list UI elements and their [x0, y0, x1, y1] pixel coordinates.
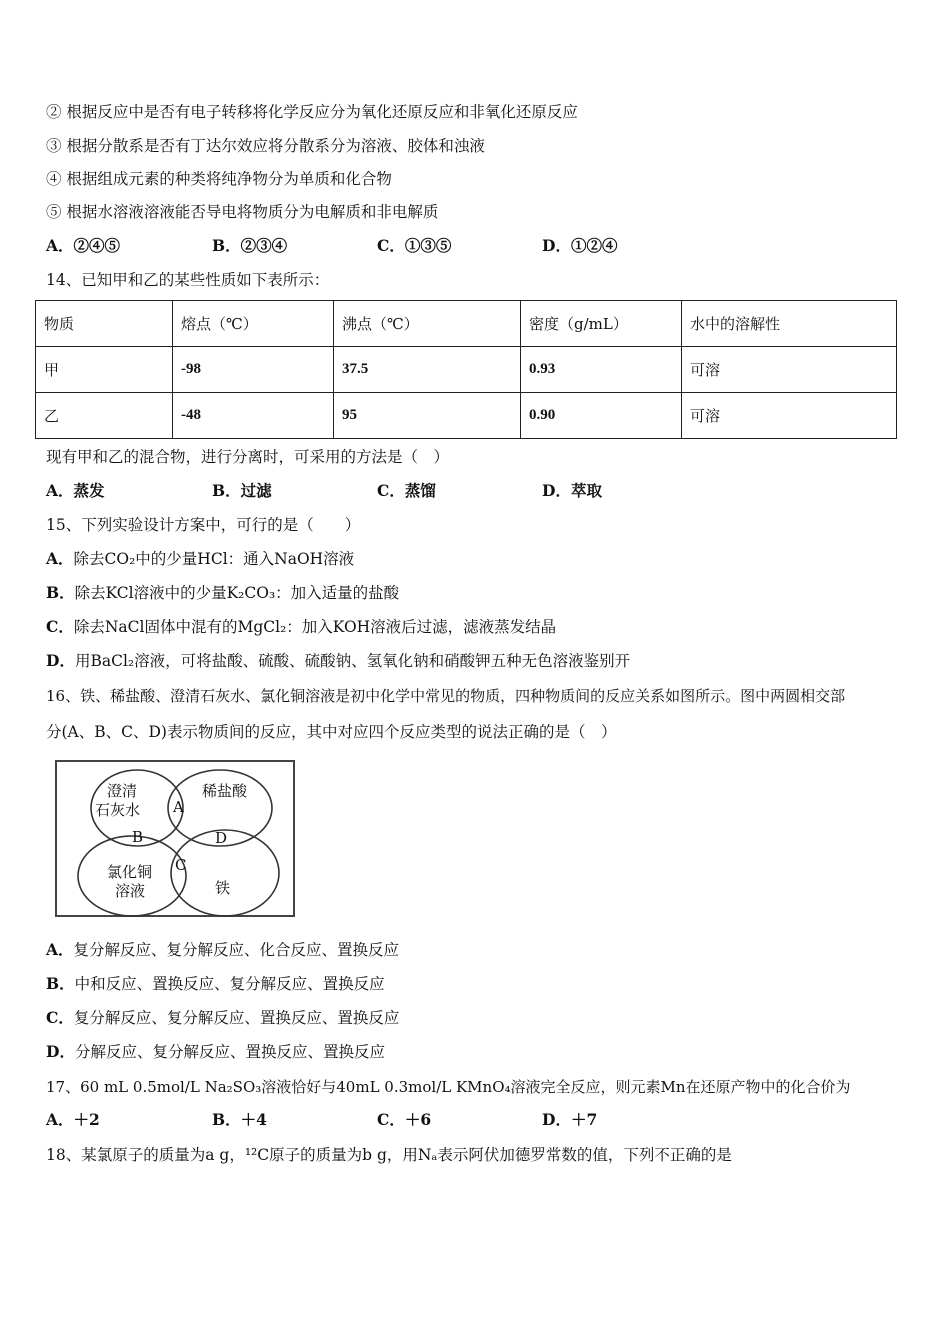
q15-option-d[interactable]	[46, 651, 630, 671]
option-label: C．	[46, 617, 74, 636]
q13-options	[46, 236, 906, 256]
q15-option-c[interactable]	[46, 617, 556, 637]
table-cell: -48	[173, 393, 334, 439]
option-text: 除去NaCl固体中混有的MgCl₂：加入KOH溶液后过滤，滤液蒸发结晶	[73, 618, 557, 636]
option-text: 除去CO₂中的少量HCl：通入NaOH溶液	[73, 550, 355, 568]
q13-option-d[interactable]: D．①②④	[542, 236, 618, 255]
circle4-label: 铁	[215, 879, 231, 897]
q17-option-c[interactable]: C．＋6	[377, 1110, 432, 1129]
region-c-label: C	[175, 856, 187, 874]
q16-option-b[interactable]	[46, 974, 385, 994]
q15-option-b[interactable]	[46, 583, 399, 603]
table-cell: 37.5	[334, 347, 521, 393]
venn-diagram	[55, 760, 295, 917]
q17-option-d[interactable]: D．＋7	[542, 1110, 598, 1129]
table-cell: -98	[173, 347, 334, 393]
q16-stem-line2: 分(A、B、C、D)表示物质间的反应，其中对应四个反应类型的说法正确的是（ ）	[46, 723, 617, 741]
q17-options	[46, 1110, 906, 1130]
circle2-label: 稀盐酸	[202, 782, 248, 800]
statement-4: ④ 根据组成元素的种类将纯净物分为单质和化合物	[46, 170, 392, 188]
region-d-label: D	[215, 829, 228, 847]
table-header-cell: 物质	[36, 301, 173, 347]
q14-option-d[interactable]: D．萃取	[542, 481, 602, 500]
table-cell: 甲	[36, 347, 173, 393]
table-cell: 可溶	[682, 347, 897, 393]
q16-option-c[interactable]	[46, 1008, 399, 1028]
option-text: 中和反应、置换反应、复分解反应、置换反应	[74, 975, 385, 993]
option-text: 复分解反应、复分解反应、化合反应、置换反应	[73, 941, 400, 959]
table-header-cell: 熔点（℃）	[173, 301, 334, 347]
table-header-row	[36, 301, 897, 347]
region-b-label: B	[132, 828, 144, 846]
table-cell: 95	[334, 393, 521, 439]
table-header-cell: 密度（g/mL）	[521, 301, 682, 347]
table-cell: 乙	[36, 393, 173, 439]
q18-stem: 18、某氯原子的质量为a g，¹²C原子的质量为b g，用Nₐ表示阿伏加德罗常数的值，下列不正确的是	[46, 1146, 732, 1164]
q16-option-d[interactable]	[46, 1042, 385, 1062]
statement-3: ③ 根据分散系是否有丁达尔效应将分散系分为溶液、胶体和浊液	[46, 137, 485, 155]
option-text: 用BaCl₂溶液，可将盐酸、硫酸、硫酸钠、氢氧化钠和硝酸钾五种无色溶液鉴别开	[74, 652, 631, 670]
table-cell: 0.90	[521, 393, 682, 439]
table-row	[36, 347, 897, 393]
circle3-label-line2: 溶液	[115, 882, 146, 900]
option-text: 复分解反应、复分解反应、置换反应、置换反应	[73, 1009, 400, 1027]
option-label: D．	[46, 651, 75, 670]
circle1-label-line2: 石灰水	[95, 801, 141, 819]
option-label: D．	[46, 1042, 75, 1061]
table-header-cell: 水中的溶解性	[682, 301, 897, 347]
circle3-label-line1: 氯化铜	[107, 863, 153, 881]
circle1-label-line1: 澄清	[107, 782, 138, 800]
option-label: A．	[46, 940, 74, 959]
option-label: A．	[46, 549, 74, 568]
q14-question: 现有甲和乙的混合物，进行分离时，可采用的方法是（ ）	[46, 448, 450, 466]
option-text: 分解反应、复分解反应、置换反应、置换反应	[74, 1043, 385, 1061]
q16-stem-line1: 16、铁、稀盐酸、澄清石灰水、氯化铜溶液是初中化学中常见的物质，四种物质间的反应关系如图所示。图中两圆相交部	[46, 687, 846, 705]
q17-option-b[interactable]: B．＋4	[212, 1110, 267, 1129]
q14-options	[46, 481, 906, 501]
region-a-label: A	[173, 798, 184, 816]
option-label: B．	[46, 974, 75, 993]
option-label: B．	[46, 583, 75, 602]
properties-table	[35, 300, 897, 439]
q13-option-a[interactable]: A．②④⑤	[46, 236, 121, 255]
q17-stem: 17、60 mL 0.5mol/L Na₂SO₃溶液恰好与40mL 0.3mol/L KMnO₄溶液完全反应，则元素Mn在还原产物中的化合价为	[46, 1078, 851, 1096]
q14-option-a[interactable]: A．蒸发	[46, 481, 105, 500]
table-cell: 可溶	[682, 393, 897, 439]
q15-option-a[interactable]	[46, 549, 354, 569]
option-label: C．	[46, 1008, 74, 1027]
option-text: 除去KCl溶液中的少量K₂CO₃：加入适量的盐酸	[74, 584, 400, 602]
statement-5: ⑤ 根据水溶液溶液能否导电将物质分为电解质和非电解质	[46, 203, 439, 221]
q15-stem: 15、下列实验设计方案中，可行的是（ ）	[46, 516, 361, 534]
q13-option-c[interactable]: C．①③⑤	[377, 236, 452, 255]
table-cell: 0.93	[521, 347, 682, 393]
table-row	[36, 393, 897, 439]
q17-option-a[interactable]: A．＋2	[46, 1110, 100, 1129]
q14-stem: 14、已知甲和乙的某些性质如下表所示：	[46, 271, 330, 289]
table-header-cell: 沸点（℃）	[334, 301, 521, 347]
statement-2: ② 根据反应中是否有电子转移将化学反应分为氧化还原反应和非氧化还原反应	[46, 103, 578, 121]
q14-option-b[interactable]: B．过滤	[212, 481, 272, 500]
q13-option-b[interactable]: B．②③④	[212, 236, 288, 255]
q16-option-a[interactable]	[46, 940, 399, 960]
q14-option-c[interactable]: C．蒸馏	[377, 481, 436, 500]
